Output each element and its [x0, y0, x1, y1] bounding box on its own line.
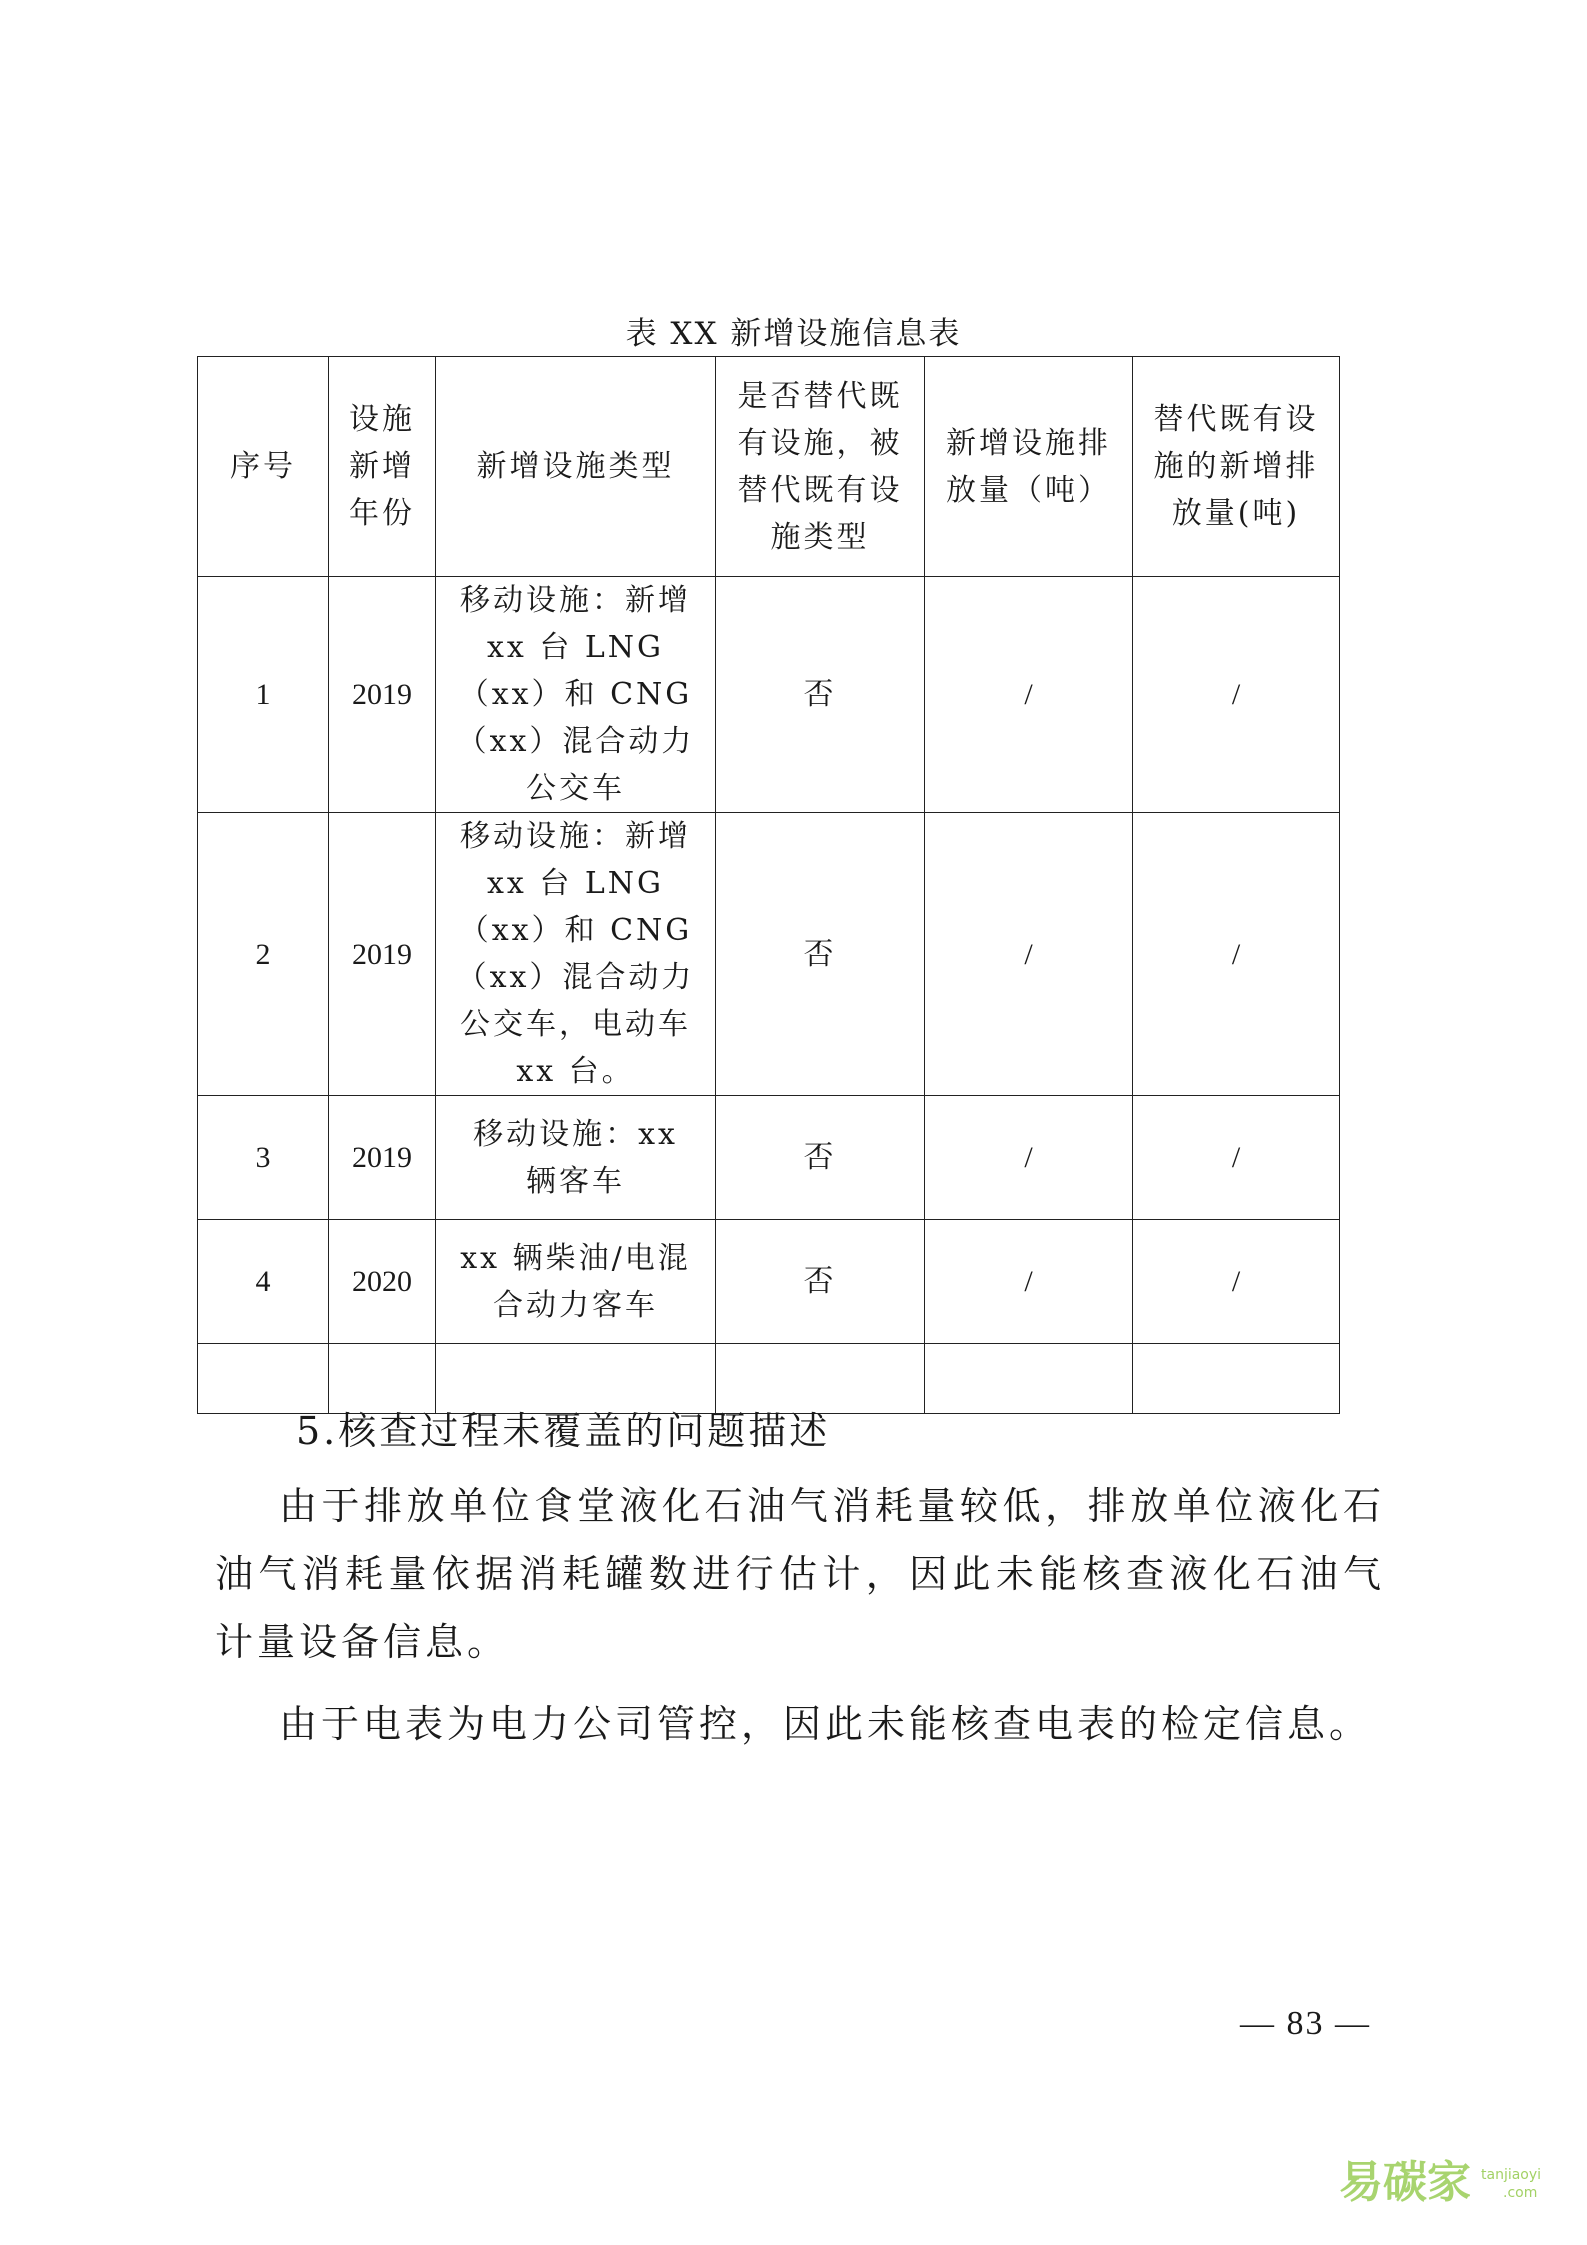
row-replaced-emission: /: [1133, 813, 1340, 1096]
table-row: [198, 577, 1340, 813]
row-seq: 2: [198, 813, 329, 1096]
row-emission: /: [925, 1220, 1133, 1344]
row-replace: 否: [716, 1220, 925, 1344]
watermark-sub: tanjiaoyi: [1481, 2167, 1542, 2183]
table-row: [198, 1220, 1340, 1344]
row-type: 移动设施：新增 xx 台 LNG（xx）和 CNG（xx）混合动力公交车，电动车 xx 台。: [436, 813, 716, 1096]
row-seq: 3: [198, 1096, 329, 1220]
paragraph: 由于电表为电力公司管控，因此未能核查电表的检定信息。: [279, 1702, 1372, 1746]
paragraph: 由于排放单位食堂液化石油气消耗量较低，排放单位液化石油气消耗量依据消耗罐数进行估计，因此未能核查液化石油气计量设备信息。: [215, 1484, 1385, 1664]
table-caption: 表 XX 新增设施信息表: [625, 316, 962, 352]
row-type: xx 辆柴油/电混合动力客车: [436, 1220, 716, 1344]
row-replaced-emission: /: [1133, 1096, 1340, 1220]
row-emission: /: [925, 577, 1133, 813]
header-year: 设施新增年份: [329, 357, 436, 577]
row-seq: 1: [198, 577, 329, 813]
row-emission: /: [925, 1096, 1133, 1220]
header-seq: 序号: [198, 357, 329, 577]
watermark-sub2: .com: [1503, 2185, 1538, 2201]
table-header-row: [198, 357, 1340, 577]
watermark-logo: [1331, 2147, 1551, 2217]
new-facilities-table: [197, 356, 1340, 1414]
page-number: — 83 —: [1240, 2005, 1371, 2042]
row-year: 2019: [329, 813, 436, 1096]
header-replaced-emission: 替代既有设施的新增排放量(吨): [1133, 357, 1340, 577]
row-type: 移动设施：xx 辆客车: [436, 1096, 716, 1220]
table-row: [198, 1096, 1340, 1220]
section-heading: 5.核查过程未覆盖的问题描述: [296, 1409, 831, 1453]
row-replace: 否: [716, 813, 925, 1096]
header-replace: 是否替代既有设施，被替代既有设施类型: [716, 357, 925, 577]
row-emission: /: [925, 813, 1133, 1096]
row-year: 2019: [329, 1096, 436, 1220]
row-replace: 否: [716, 577, 925, 813]
row-replace: 否: [716, 1096, 925, 1220]
watermark-main: 易碳家: [1339, 2157, 1471, 2208]
row-seq: 4: [198, 1220, 329, 1344]
empty-cell: [925, 1344, 1133, 1414]
row-type: 移动设施：新增 xx 台 LNG（xx）和 CNG（xx）混合动力公交车: [436, 577, 716, 813]
row-year: 2020: [329, 1220, 436, 1344]
header-type: 新增设施类型: [436, 357, 716, 577]
empty-cell: [1133, 1344, 1340, 1414]
header-emission: 新增设施排放量（吨）: [925, 357, 1133, 577]
row-replaced-emission: /: [1133, 577, 1340, 813]
row-year: 2019: [329, 577, 436, 813]
table-row: [198, 813, 1340, 1096]
row-replaced-emission: /: [1133, 1220, 1340, 1344]
